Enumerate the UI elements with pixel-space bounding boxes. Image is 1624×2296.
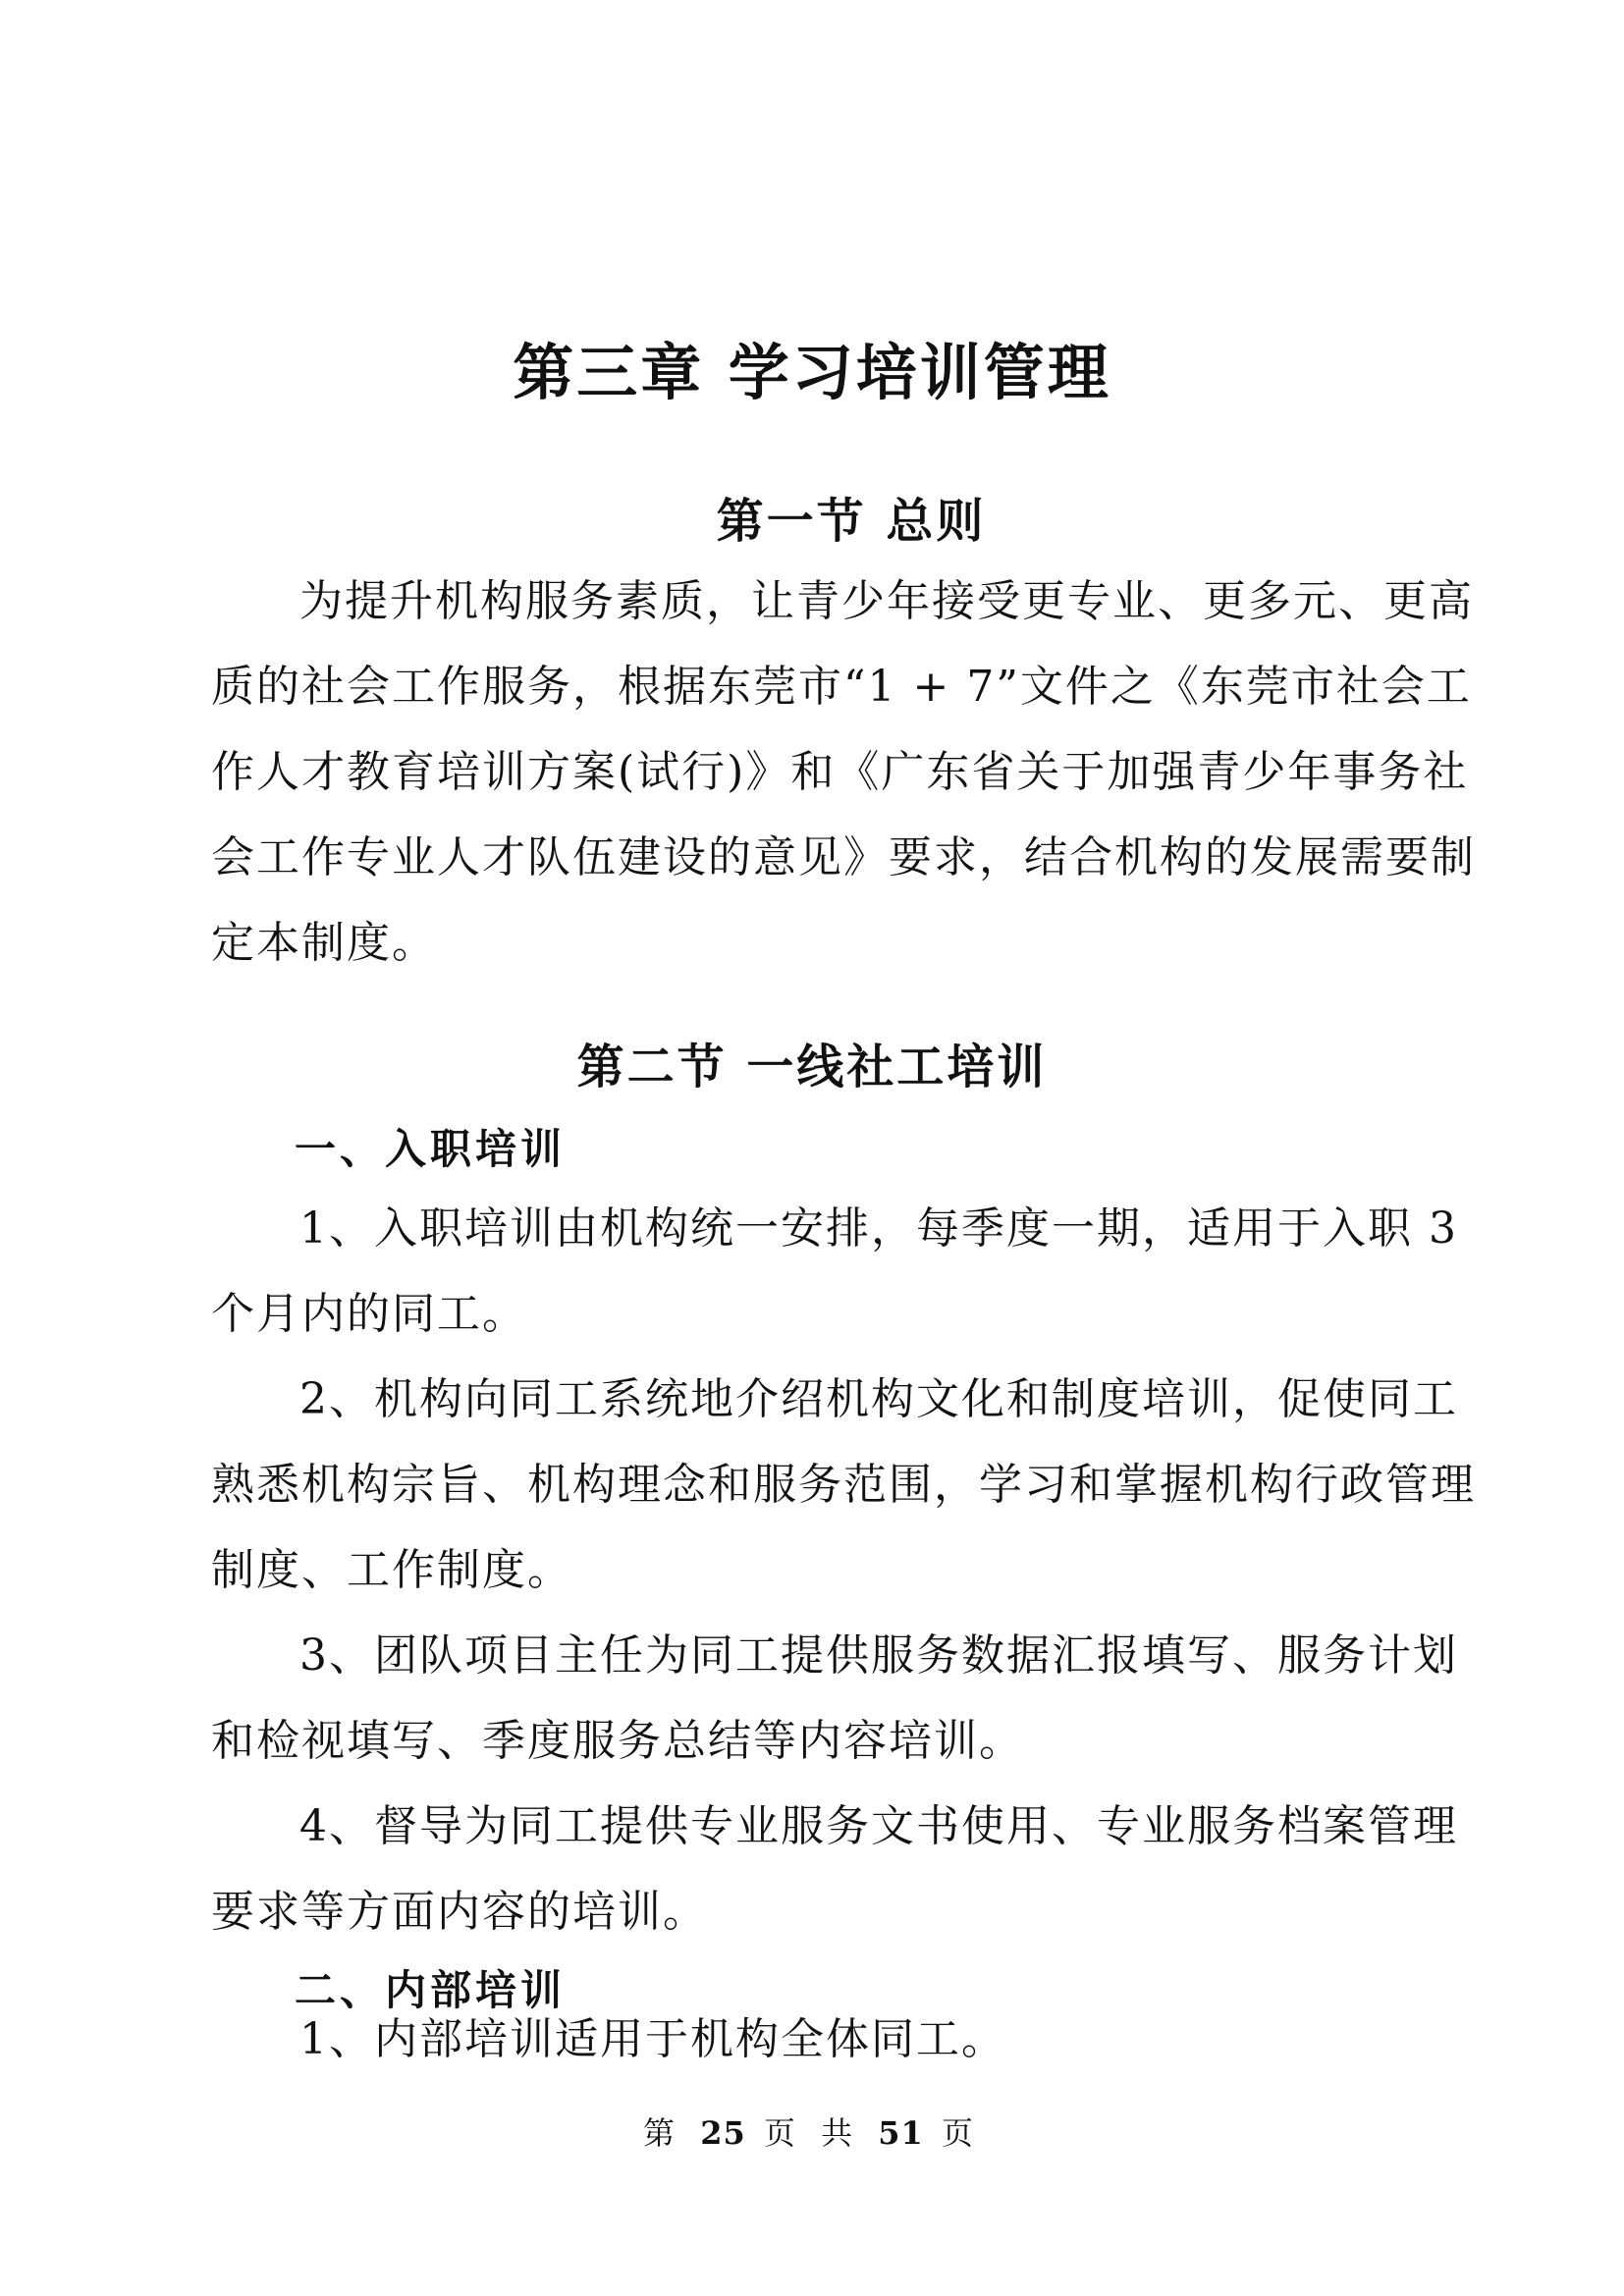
- list-item-line: 1、内部培训适用于机构全体同工。: [299, 2014, 1006, 2064]
- list-item-line: 和检视填写、季度服务总结等内容培训。: [211, 1716, 1024, 1766]
- list-item-line: 熟悉机构宗旨、机构理念和服务范围，学习和掌握机构行政管理: [211, 1460, 1476, 1510]
- list-item-line: 制度、工作制度。: [211, 1545, 572, 1595]
- list-item-line: 3、团队项目主任为同工提供服务数据汇报填写、服务计划: [299, 1630, 1458, 1681]
- list-item-line: 1、入职培训由机构统一安排，每季度一期，适用于入职 3: [299, 1203, 1458, 1254]
- paragraph-line: 质的社会工作服务，根据东莞市“1 + 7”文件之《东莞市社会工: [211, 662, 1472, 712]
- subheading-onboarding-training: 一、入职培训: [295, 1125, 567, 1173]
- chapter-title: 第三章 学习培训管理: [513, 337, 1111, 408]
- list-item-line: 个月内的同工。: [211, 1289, 527, 1339]
- list-item-line: 4、督导为同工提供专业服务文书使用、专业服务档案管理: [299, 1801, 1458, 1851]
- list-item-line: 2、机构向同工系统地介绍机构文化和制度培训，促使同工: [299, 1374, 1458, 1424]
- section-title-general: 第一节 总则: [716, 494, 987, 549]
- paragraph-line: 定本制度。: [211, 918, 437, 968]
- paragraph-line: 为提升机构服务素质，让青少年接受更专业、更多元、更高: [299, 576, 1474, 626]
- subheading-internal-training: 二、内部培训: [295, 1966, 567, 2014]
- list-item-line: 要求等方面内容的培训。: [211, 1887, 708, 1937]
- page-footer: [0, 2109, 1624, 2154]
- paragraph-line: 作人才教育培训方案(试行)》和《广东省关于加强青少年事务社: [211, 747, 1469, 797]
- footer-suffix: 页: [941, 2114, 981, 2152]
- total-pages-number: 51: [878, 2114, 924, 2152]
- paragraph-line: 会工作专业人才队伍建设的意见》要求，结合机构的发展需要制: [211, 832, 1476, 882]
- section-title-frontline-training: 第二节 一线社工培训: [576, 1040, 1048, 1095]
- footer-middle: 页 共: [763, 2114, 861, 2152]
- footer-prefix: 第: [643, 2114, 683, 2152]
- current-page-number: 25: [700, 2114, 746, 2152]
